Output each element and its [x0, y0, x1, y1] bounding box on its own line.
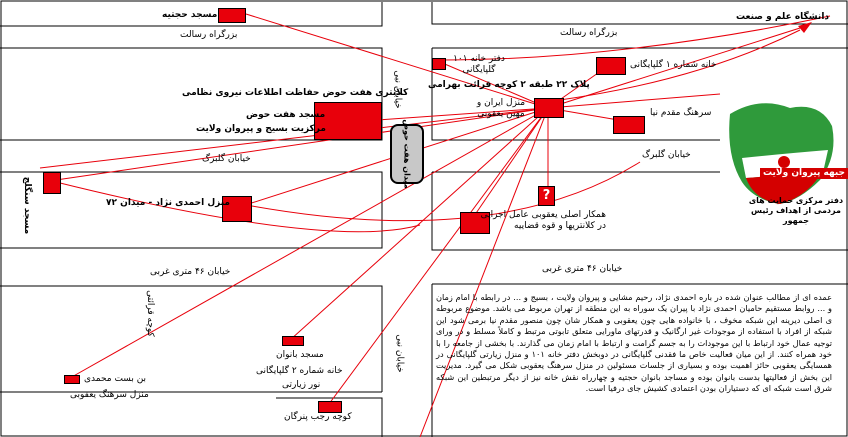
label-sarhang: منزل سرهنگ یعقوبی	[70, 390, 149, 400]
street-golbarg-right: خیابان گلبرگ	[642, 150, 691, 160]
label-bonbast: بن بست محمدی	[84, 374, 147, 384]
street-alley: کوچه قرائتی	[144, 290, 155, 337]
label-dabirkhane: دفتر خانه ۱۰۱ گلپایگانی	[453, 54, 505, 75]
marker-dabirkhane	[432, 58, 446, 70]
emblem-symbol	[778, 156, 790, 168]
label-university: دانشگاه علم و صنعت	[736, 12, 830, 22]
marker-khane1	[596, 57, 626, 75]
label-moghadam: سرهنگ مقدم نیا	[650, 108, 712, 118]
square-haft-hoz	[390, 119, 424, 189]
label-noor: نور زیارتی	[282, 380, 321, 390]
emblem-caption: دفتر مرکزی حمایت های مردمی از اهداف رئیس جمهور	[748, 196, 844, 225]
label-banovan: مسجد بانوان	[276, 350, 324, 360]
label-basij: مرکزیت بسیج و پیروان ولایت	[196, 124, 326, 134]
street-north: بزرگراه رسالت	[180, 30, 238, 40]
marker-banovan	[282, 336, 304, 346]
label-block: پلاک ۲۲ طبقه ۲ کوچه قرائت بهرامی	[428, 80, 590, 90]
label-haft-hoz: مسجد هفت حوض	[246, 110, 326, 120]
marker-sangalaj	[43, 172, 61, 194]
label-iran-home: منزل ایران و مهین یعقوبی	[476, 98, 526, 119]
marker-bonbast	[64, 375, 80, 384]
marker-moghadam	[613, 116, 645, 134]
street-rajab: کوچه رجب پنرگان	[284, 412, 352, 422]
street-north-right: بزرگراه رسالت	[560, 28, 618, 38]
emblem-banner: جبهه پیروان ولایت	[760, 168, 848, 179]
street-metri46-right: خیابان ۴۶ متری غربی	[542, 264, 623, 274]
label-mosque-hojjat: مسجد حجتیه	[162, 10, 218, 20]
label-police: کلانتری هفت حوض حفاظت اطلاعات نیروی نظامی	[182, 88, 409, 98]
street-metri46-left: خیابان ۴۶ متری غربی	[150, 267, 231, 277]
label-khane2: خانه شماره ۲ گلپایگانی	[256, 366, 343, 376]
label-sangalaj: مسجد سنگلج	[22, 176, 33, 235]
street-nabi-top: خیابان نبی	[392, 70, 403, 109]
marker-question: ?	[538, 186, 555, 206]
square-label: میدان هفت حوض	[402, 119, 412, 189]
label-ahmadinejad: منزل احمدی نژاد - میدان ۷۲	[106, 198, 231, 208]
marker-iran-home	[534, 98, 564, 118]
description-paragraph: عمده ای از مطالب عنوان شده در باره احمدی نژاد، رحیم مشایی و پیروان ولایت ، بسیج و ... در رابطه با امام زمان و ... روابط مستقیم حامیان احمدی نژاد با پیران یک سوراه به این منطقه از تهران مربوط می باشد. موضوع مربوطه ی اصلی دیرینه این شبکه مخوف ، با خانواده هایی چون یعقوبی و همکار شان چون منصور مقدم نیا برمی شود این شبکه از افراد با استفاده از موجودات غیر ارگانیک و قدرتهای ماورایی متعلق تابوتی مرتبط و کاملاً مسلط و در ورای توجیه عمال خود ارتباط با این موجودات را به جسم گرامت و ارتباط با امام زمان می گذارند. با بخشی از جامعه را با خود همراه کنند. از این میان فعالیت خاص ما فقدنی گلپایگانی در دوبخش دفتر خانه ۱۰۱ و منزل زیارتی گلپایگانی در همسایگی یعقوبی حائز اهمیت بوده و بسیاری از جلسات مسئولین در منزل سرهنگ یعقوبی شکل می گیرد. مدیریت این بخش از فعالیتها بدست بانوان بوده و مساجد بانوان حجتیه و چهارراه نقش خانه نیز از دیگر مرتبطین این شبکه شرق است شبکه ای که دستیاران بودن اعتمادی کشیش جای درفیا است.	[436, 292, 832, 394]
label-khane1: خانه شماره ۱ گلپایگانی	[630, 60, 717, 70]
street-golbarg-left: خیابان گلبرگ	[202, 154, 251, 164]
label-hamkar: همکار اصلی یعقوبی عامل اجرایی در کلانتریها و قوه قضاییه	[480, 210, 606, 231]
street-nabi-bottom: خیابان نبی	[394, 334, 405, 373]
marker-mosque-hojjat	[218, 8, 246, 23]
